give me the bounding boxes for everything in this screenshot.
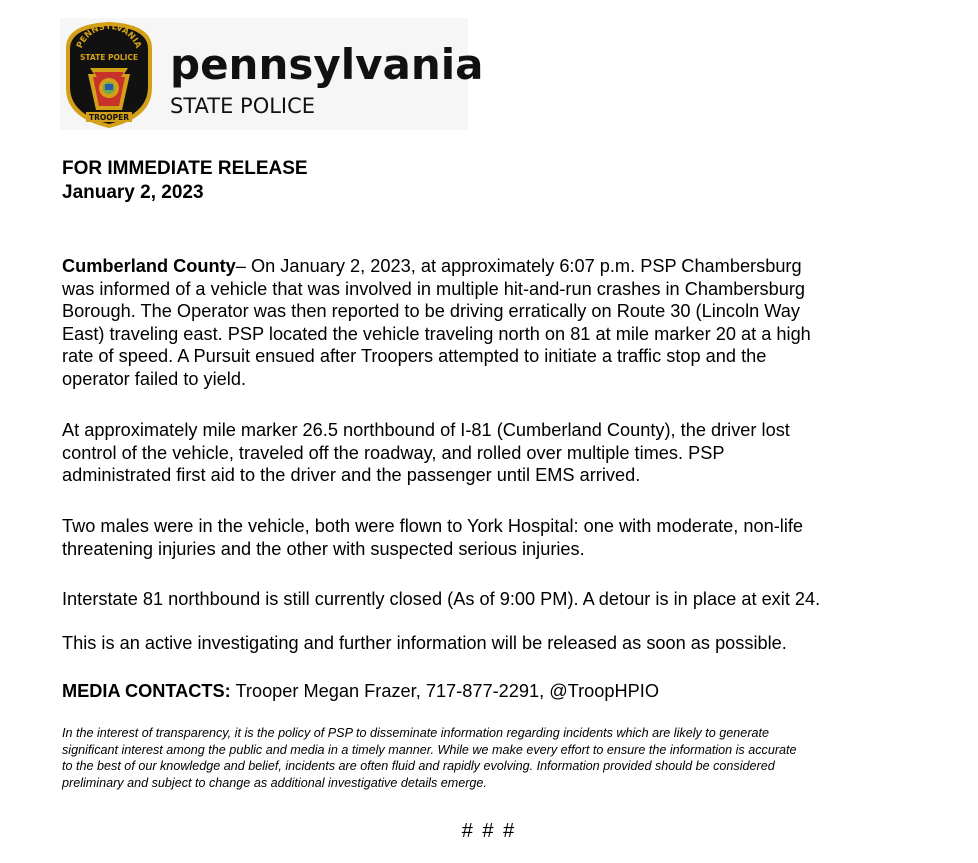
p2-line: At approximately mile marker 26.5 northbound of I-81 (Cumberland County), the driver lost — [62, 420, 790, 440]
release-date: January 2, 2023 — [62, 182, 204, 203]
release-label: FOR IMMEDIATE RELEASE — [62, 158, 308, 179]
brand-subtitle: STATE POLICE — [170, 94, 316, 118]
paragraph-closure: Interstate 81 northbound is still currently closed (As of 9:00 PM). A detour is in place at exit 24. — [62, 589, 821, 609]
location-lead: Cumberland County — [62, 256, 236, 276]
disclaimer-line: preliminary and subject to change as additional investigative details emerge. — [62, 775, 487, 790]
release-heading — [62, 157, 308, 205]
p1-line: was informed of a vehicle that was involved in multiple hit-and-run crashes in Chambersburg — [62, 278, 806, 299]
disclaimer-line: In the interest of transparency, it is the policy of PSP to disseminate information regarding incidents which are likely to generate — [62, 726, 770, 740]
p1-line: rate of speed. A Pursuit ensued after Troopers attempted to initiate a traffic stop and the — [62, 346, 767, 366]
badge-top-text: PENNSYLVANIA — [74, 21, 144, 51]
p3-line: Two males were in the vehicle, both were flown to York Hospital: one with moderate, non-life — [62, 516, 804, 536]
badge-bottom-text: TROOPER — [88, 113, 130, 122]
paragraph-crash — [62, 419, 942, 487]
media-contacts — [62, 680, 942, 703]
p1-line: operator failed to yield. — [62, 368, 247, 389]
media-contacts-label: MEDIA CONTACTS: — [62, 681, 231, 701]
paragraph-investigation: This is an active investigating and further information will be released as soon as possible. — [62, 633, 787, 653]
p2-line: administrated first aid to the driver and the passenger until EMS arrived. — [62, 465, 641, 485]
p1-line: Borough. The Operator was then reported to be driving erratically on Route 30 (Lincoln Way — [62, 301, 801, 321]
badge-mid-text: STATE POLICE — [79, 53, 139, 62]
disclaimer — [62, 725, 942, 791]
disclaimer-line: significant interest among the public and media in a timely manner. While we make every effort to ensure the information is accurate — [62, 742, 797, 757]
end-mark: # # # — [461, 820, 517, 842]
p3-line: threatening injuries and the other with suspected serious injuries. — [62, 538, 585, 559]
p1-line: – On January 2, 2023, at approximately 6:07 p.m. PSP Chambersburg — [235, 256, 802, 276]
disclaimer-line: to the best of our knowledge and belief, incidents are often fluid and rapidly evolving. Information provided should be considered — [62, 759, 775, 773]
header-logo-block — [60, 18, 484, 130]
media-contacts-value: Trooper Megan Frazer, 717-877-2291, @TroopHPIO — [230, 681, 659, 701]
psp-badge-icon — [60, 18, 158, 130]
p1-line: East) traveling east. PSP located the vehicle traveling north on 81 at mile marker 20 at a high — [62, 323, 811, 344]
paragraph-incident — [62, 255, 942, 390]
paragraph-injuries — [62, 515, 942, 560]
p2-line: control of the vehicle, traveled off the roadway, and rolled over multiple times. PSP — [62, 442, 725, 463]
brand-name: pennsylvania — [170, 40, 484, 89]
